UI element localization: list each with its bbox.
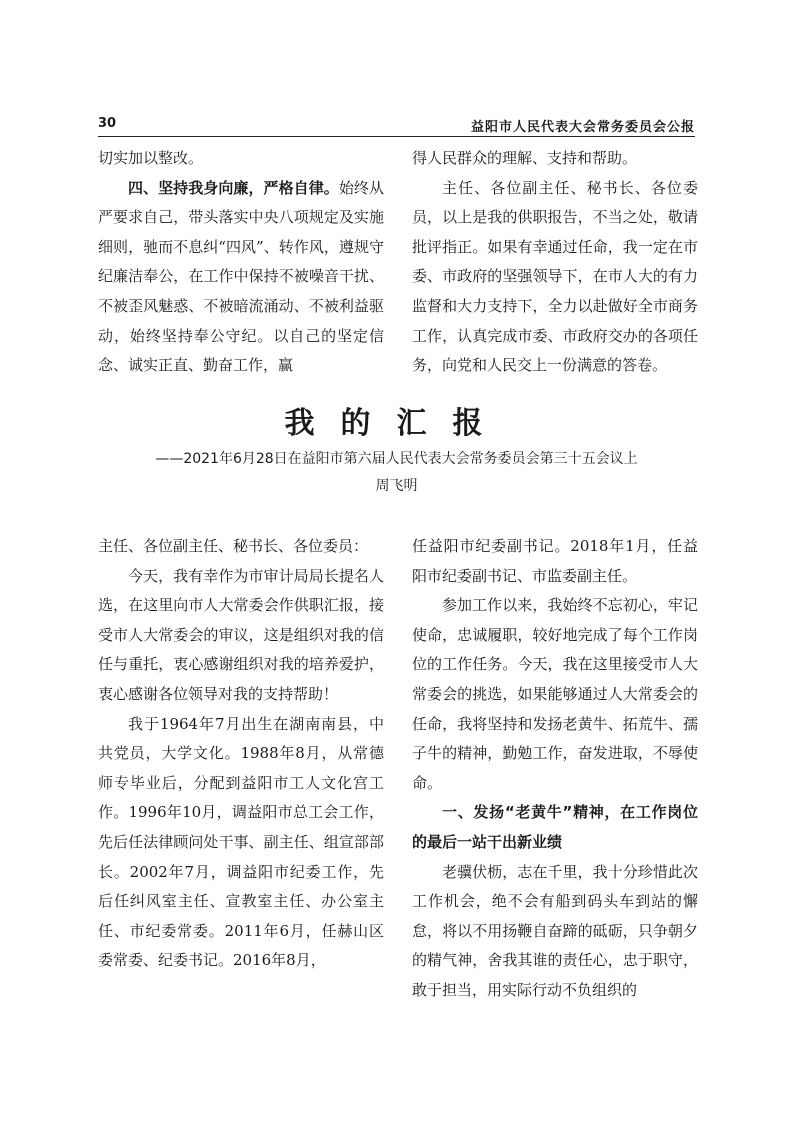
paragraph: [98, 174, 384, 381]
paragraph-text: 始终从严要求自己，带头落实中央八项规定及实施细则，驰而不息纠“四风”、转作风，遵规守纪廉洁奉公，在工作中保持不被噪音干扰、不被歪风魅惑、不被暗流涌动、不被利益驱动，始终坚持奉公守纪。以自己的坚定信念、诚实正直、勤奋工作，赢: [98, 178, 384, 375]
section-heading: 一、发扬“老黄牛”精神，在工作岗位的最后一站干出新业绩: [412, 803, 698, 851]
article-subtitle: ——2021年6月28日在益阳市第六届人民代表大会常务委员会第三十五会议上: [155, 451, 638, 467]
page-number: 30: [98, 116, 117, 131]
paragraph: 我于1964年7月出生在湖南南县，中共党员，大学文化。1988年8月，从常德师专毕业后，分配到益阳市工人文化宫工作。1996年10月，调益阳市总工会工作，先后任法律顾问处干事、副主任、组宣部部长。2002年7月，调益阳市纪委工作，先后任纠风室主任、宣教室主任、办公室主任、市纪委常委。2011年6月，任赫山区委常委、纪委书记。2016年8月，: [98, 714, 384, 970]
top-left-column: [98, 144, 384, 384]
paragraph: 切实加以整改。: [98, 149, 204, 167]
article-author: 周飞明: [375, 478, 418, 494]
paragraph: 任益阳市纪委副书记。2018年1月，任益阳市纪委副书记、市监委副主任。: [412, 537, 698, 585]
page-header: [98, 114, 695, 137]
paragraph: 主任、各位副主任、秘书长、各位委员，以上是我的供职报告，不当之处，敬请批评指正。如果有幸通过任命，我一定在市委、市政府的坚强领导下，在市人大的有力监督和大力支持下，全力以赴做好全市商务工作，认真完成市委、市政府交办的各项任务，向党和人民交上一份满意的答卷。: [412, 178, 698, 375]
paragraph: 参加工作以来，我始终不忘初心，牢记使命，忠诚履职，较好地完成了每个工作岗位的工作任务。今天，我在这里接受市人大常委会的挑选，如果能够通过人大常委会的任命，我将坚持和发扬老黄牛、拓荒牛、孺子牛的精神，勤勉工作，奋发进取，不辱使命。: [412, 596, 698, 792]
paragraph-lead: 四、坚持我身向廉，严格自律。: [128, 178, 339, 197]
bottom-left-column: [98, 532, 384, 1052]
top-right-column: [412, 144, 698, 384]
article-title: 我的汇报: [284, 406, 509, 441]
bottom-right-column: [412, 532, 698, 1052]
journal-title: 益阳市人民代表大会常务委员会公报: [470, 120, 695, 135]
paragraph: 老骥伏枥，志在千里，我十分珍惜此次工作机会，绝不会有船到码头车到站的懈怠，将以不用扬鞭自奋蹄的砥砺，只争朝夕的精气神，舍我其谁的责任心，忠于职守，敢于担当，用实际行动不负组织的: [412, 862, 698, 999]
paragraph: 今天，我有幸作为市审计局局长提名人选，在这里向市人大常委会作供职汇报，接受市人大常委会的审议，这是组织对我的信任与重托，衷心感谢组织对我的培养爱护，衷心感谢各位领导对我的支持帮助！: [98, 566, 384, 703]
paragraph: 得人民群众的理解、支持和帮助。: [412, 149, 638, 167]
salutation: 主任、各位副主任、秘书长、各位委员：: [98, 537, 369, 555]
